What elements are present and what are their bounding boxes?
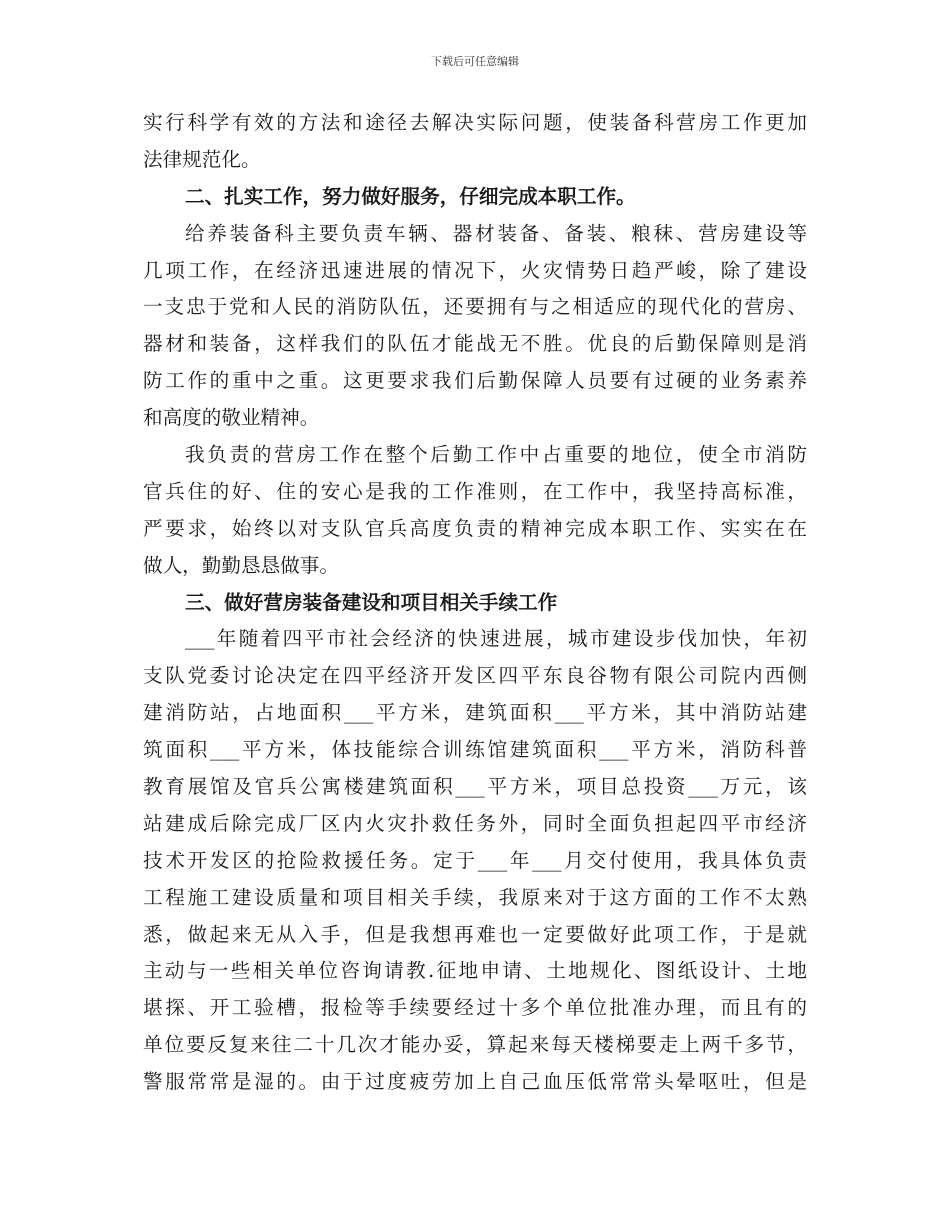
paragraph-line: 实行科学有效的方法和途径去解决实际问题，使装备科营房工作更加 <box>143 111 807 134</box>
paragraph-line: 站建成后除完成厂区内火灾扑救任务外，同时全面负担起四平市经济 <box>143 811 807 835</box>
paragraph-line: 给养装备科主要负责车辆、器材装备、备装、粮秣、营房建设等 <box>185 221 807 245</box>
paragraph-line: 做人，勤勤恳恳做事。 <box>143 553 339 577</box>
paragraph-line: 工程施工建设质量和项目相关手续，我原来对于这方面的工作不太熟 <box>143 885 807 909</box>
document-body <box>143 105 807 1101</box>
paragraph-line: 一支忠于党和人民的消防队伍，还要拥有与之相适应的现代化的营房、 <box>143 295 807 319</box>
paragraph-line: ___年随着四平市社会经济的快速进展，城市建设步伐加快，年初 <box>185 627 807 651</box>
paragraph-line: 支队党委讨论决定在四平经济开发区四平东良谷物有限公司院内西侧 <box>143 664 807 688</box>
paragraph-line: 严要求，始终以对支队官兵高度负责的精神完成本职工作、实实在在 <box>143 516 807 540</box>
paragraph-line: 法律规范化。 <box>143 147 261 171</box>
paragraph-line: 警服常常是湿的。由于过度疲劳加上自己血压低常常头晕呕吐，但是 <box>143 1070 807 1094</box>
paragraph-line: 教育展馆及官兵公寓楼建筑面积___平方米，项目总投资___万元，该 <box>143 775 807 799</box>
paragraph-line: 几项工作，在经济迅速进展的情况下，火灾情势日趋严峻，除了建设 <box>143 258 807 282</box>
paragraph-line: 和高度的敬业精神。 <box>143 406 320 430</box>
page-header: 下载后可任意编辑 <box>431 55 519 68</box>
section-heading: 二、扎实工作，努力做好服务，仔细完成本职工作。 <box>185 184 636 208</box>
paragraph-line: 器材和装备，这样我们的队伍才能战无不胜。优良的后勤保障则是消 <box>143 332 807 356</box>
paragraph-line: 主动与一些相关单位咨询请教.征地申请、土地规化、图纸设计、土地 <box>143 959 807 983</box>
paragraph-line: 防工作的重中之重。这更要求我们后勤保障人员要有过硬的业务素养 <box>143 369 807 393</box>
paragraph-line: 单位要反复来往二十几次才能办妥，算起来每天楼梯要走上两千多节， <box>143 1033 807 1057</box>
paragraph-line: 建消防站，占地面积___平方米，建筑面积___平方米，其中消防站建 <box>143 701 807 725</box>
paragraph-line: 悉，做起来无从入手，但是我想再难也一定要做好此项工作，于是就 <box>143 922 807 946</box>
paragraph-line: 技术开发区的抢险救援任务。定于___年___月交付使用，我具体负责 <box>143 848 807 872</box>
section-heading: 三、做好营房装备建设和项目相关手续工作 <box>185 590 558 614</box>
paragraph-line: 堪探、开工验槽，报检等手续要经过十多个单位批准办理，而且有的 <box>143 996 807 1020</box>
paragraph-line: 我负责的营房工作在整个后勤工作中占重要的地位，使全市消防 <box>185 443 807 467</box>
paragraph-line: 筑面积___平方米，体技能综合训练馆建筑面积___平方米，消防科普 <box>143 738 807 762</box>
paragraph-line: 官兵住的好、住的安心是我的工作准则，在工作中，我坚持高标准， <box>143 479 807 503</box>
